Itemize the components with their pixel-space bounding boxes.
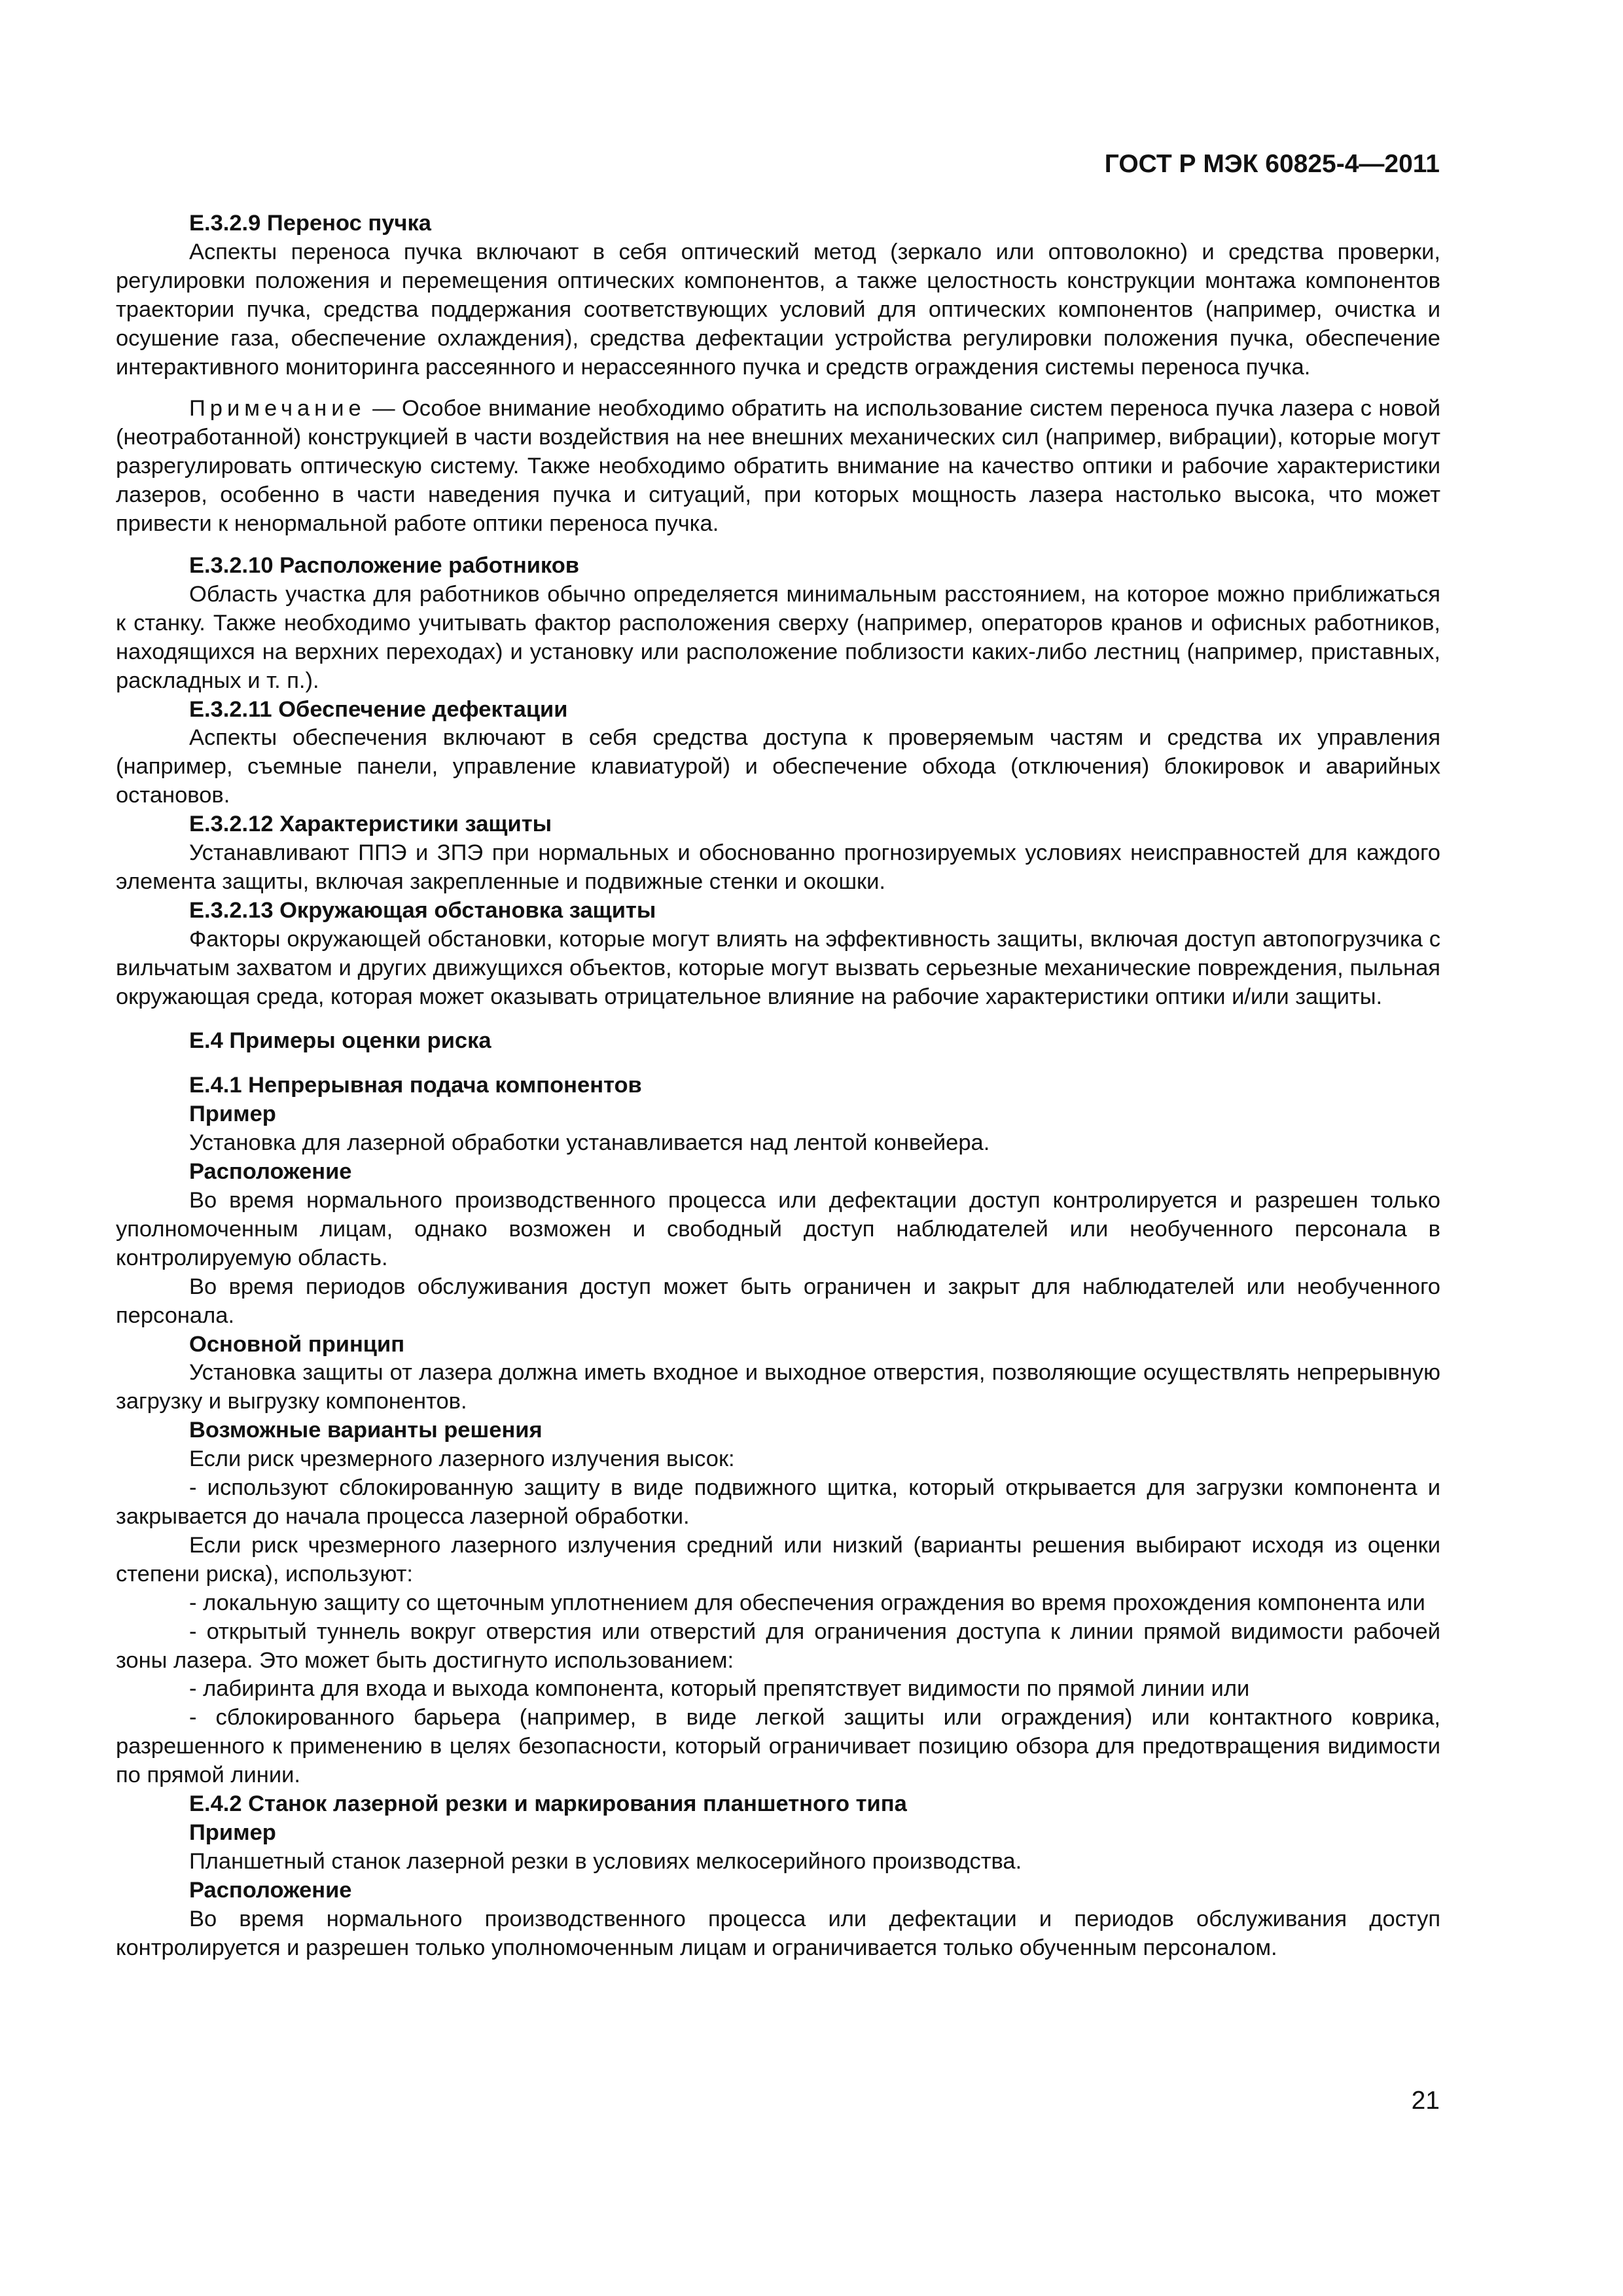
paragraph: Аспекты обеспечения включают в себя средства доступа к проверяемым частям и средства их управления (например, съемные панели, управление клавиатурой) и обеспечение обхода (отключения) блокировок и аварийных остановов.: [116, 725, 1440, 808]
section-heading-e42: Е.4.2 Станок лазерной резки и маркирования планшетного типа: [189, 1791, 907, 1817]
subheading-location: Расположение: [189, 1159, 352, 1185]
section-heading-e3211: Е.3.2.11 Обеспечение дефектации: [189, 696, 568, 722]
paragraph: Планшетный станок лазерной резки в условиях мелкосерийного производства.: [189, 1848, 1022, 1874]
solution-item: - лабиринта для входа и выхода компонента, который препятствует видимости по прямой линии или: [189, 1676, 1250, 1702]
paragraph: Во время нормального производственного процесса или дефектации доступ контролируется и разрешен только уполномоченным лицам, однако возможен и свободный доступ наблюдателей или необученного персонала в контролируемую область.: [116, 1188, 1440, 1270]
section-heading-e329: Е.3.2.9 Перенос пучка: [189, 211, 431, 236]
subheading-example: Пример: [189, 1102, 276, 1127]
section-heading-e3210: Е.3.2.10 Расположение работников: [189, 552, 580, 578]
subheading-example: Пример: [189, 1820, 276, 1845]
section-heading-e41: Е.4.1 Непрерывная подача компонентов: [189, 1073, 642, 1098]
note-label: Примечание: [189, 396, 366, 422]
document-header: ГОСТ Р МЭК 60825-4—2011: [1104, 150, 1440, 178]
paragraph: Факторы окружающей обстановки, которые могут влиять на эффективность защиты, включая доступ автопогрузчика с вильчатым захватом и других движущихся объектов, которые могут вызвать серьезные механические повреждения, пыльная окружающая среда, которая может оказывать отрицательное влияние на рабочие характеристики оптики и/или защиты.: [116, 926, 1440, 1009]
subheading-solutions: Возможные варианты решения: [189, 1418, 543, 1443]
subheading-principle: Основной принцип: [189, 1331, 405, 1357]
section-heading-e4: Е.4 Примеры оценки риска: [189, 1028, 491, 1054]
solution-item: Если риск чрезмерного лазерного излучения средний или низкий (варианты решения выбирают исходя из оценки степени риска), используют:: [116, 1532, 1440, 1587]
paragraph: Установка защиты от лазера должна иметь входное и выходное отверстия, позволяющие осуществлять непрерывную загрузку и выгрузку компонентов.: [116, 1360, 1440, 1414]
page-number: 21: [1411, 2087, 1440, 2115]
paragraph: Устанавливают ППЭ и ЗПЭ при нормальных и обоснованно прогнозируемых условиях неисправностей для каждого элемента защиты, включая закрепленные и подвижные стенки и окошки.: [116, 840, 1440, 894]
solution-item: Если риск чрезмерного лазерного излучения высок:: [189, 1446, 735, 1472]
solution-item: - используют сблокированную защиту в виде подвижного щитка, который открывается для загрузки компонента и закрывается до начала процесса лазерной обработки.: [116, 1475, 1440, 1529]
note-paragraph: [116, 395, 1440, 539]
paragraph: Установка для лазерной обработки устанавливается над лентой конвейера.: [189, 1130, 990, 1156]
solution-item: - открытый туннель вокруг отверстия или отверстий для ограничения доступа к линии прямой видимости рабочей зоны лазера. Это может быть достигнуто использованием:: [116, 1619, 1440, 1673]
document-body: [116, 209, 1440, 1962]
paragraph: Во время нормального производственного процесса или дефектации и периодов обслуживания доступ контролируется и разрешен только уполномоченным лицам и ограничивается только обученным персоналом.: [116, 1906, 1440, 1960]
solution-item: - локальную защиту со щеточным уплотнением для обеспечения ограждения во время прохождения компонента или: [189, 1590, 1425, 1615]
paragraph: Область участка для работников обычно определяется минимальным расстоянием, на которое можно приближаться к станку. Также необходимо учитывать фактор расположения сверху (например, операторов кранов и офисных работников, находящихся на верхних переходах) и установку или расположение поблизости каких-либо лестниц (например, приставных, раскладных и т. п.).: [116, 581, 1440, 693]
paragraph: Аспекты переноса пучка включают в себя оптический метод (зеркало или оптоволокно) и средства проверки, регулировки положения и перемещения оптических компонентов, а также целостность конструкции монтажа компонентов траектории пучка, средства поддержания соответствующих условий для оптических компонентов (например, очистка и осушение газа, обеспечение охлаждения), средства дефектации устройства регулировки положения пучка, обеспечение интерактивного мониторинга рассеянного и нерассеянного пучка и средств ограждения системы переноса пучка.: [116, 239, 1440, 380]
section-heading-e3212: Е.3.2.12 Характеристики защиты: [189, 812, 552, 837]
note-text: — Особое внимание необходимо обратить на использование систем переноса пучка лазера с новой (неотработанной) конструкцией в части воздействия на нее внешних механических сил (например, вибрации), которые могут разрегулировать оптическую систему. Также необходимо обратить внимание на качество оптики и рабочие характеристики лазеров, особенно в части наведения пучка и ситуаций, при которых мощность лазера настолько высока, что может привести к ненормальной работе оптики переноса пучка.: [116, 396, 1440, 537]
section-heading-e3213: Е.3.2.13 Окружающая обстановка защиты: [189, 897, 656, 923]
paragraph: Во время периодов обслуживания доступ может быть ограничен и закрыт для наблюдателей или необученного персонала.: [116, 1274, 1440, 1328]
solution-item: - сблокированного барьера (например, в виде легкой защиты или ограждения) или контактного коврика, разрешенного к применению в целях безопасности, который ограничивает позицию обзора для предотвращения видимости по прямой линии.: [116, 1705, 1440, 1788]
subheading-location: Расположение: [189, 1877, 352, 1903]
